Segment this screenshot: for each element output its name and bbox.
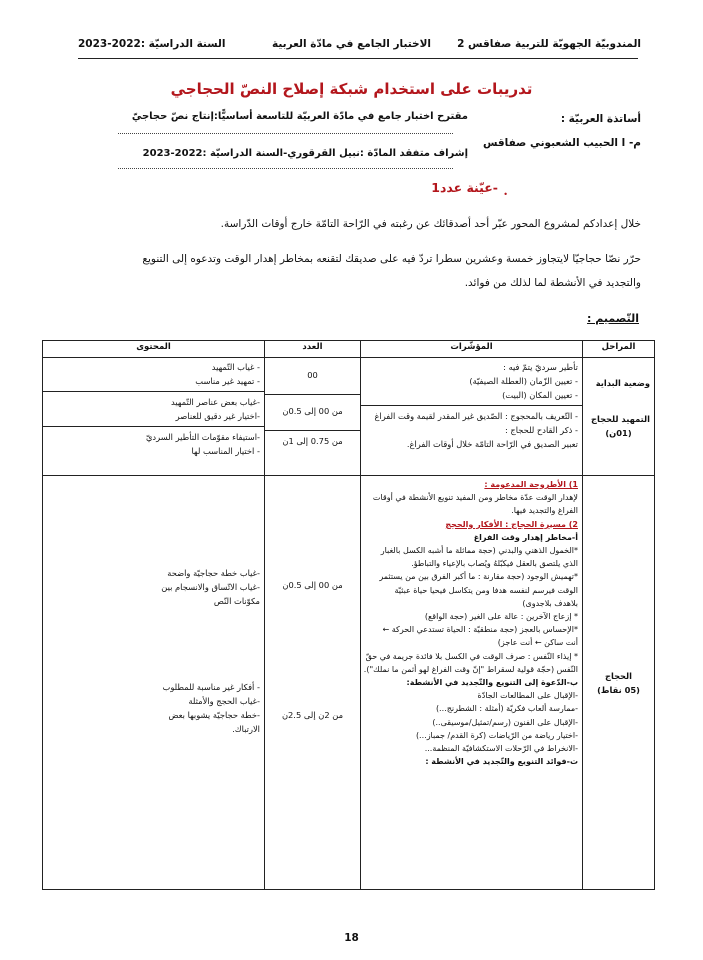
thesis-heading: 1) الأطروحة المدعومة : [484,480,578,489]
list-item: الارتباك. [232,724,260,734]
section-a-heading: أ-مخاطر إهدار وقت الفراغ [473,532,578,542]
list-item: -اختيار غير دقيق للعناصر [175,411,260,421]
teachers-label: أساتذة العربيّة : [560,113,641,125]
list-item: -الانخراط في الرّحلات الاستكشافيّة المنظمة... [424,744,578,754]
list-item: * إيذاء النّفس : صرف الوقت في الكسل بلا فائدة جريمة في حقّ [365,651,578,661]
page-number: 18 [344,932,359,944]
header-directorate: المندوبيّة الجهويّة للتربية صفاقس 2 [457,38,641,50]
design-label: التّصميم : [587,312,639,325]
list-item: تأطير سرديّ يتمّ فيه : [503,362,578,372]
indicators-argument-cell [361,476,583,890]
list-item: -غياب الاتّساق والانسجام بين [161,582,260,592]
header-content: المحتوى [43,341,265,358]
indicators-intro-cell [361,358,583,476]
stage-argument-points: (05 نقاط) [597,684,640,695]
list-item: - غياب التّمهيد [211,362,260,372]
score-intro-1: 00 [307,370,318,380]
supervision-line: إشراف متفقد المادّة :نبيل القرقوري-السنة الدراسيّة :2022-2023 [142,148,468,159]
list-item: - ذكر القادح للحجاج : [504,425,578,435]
score-argument-2: من 2ن إلى 2.5ن [281,710,344,720]
stage-opening: وضعية البداية [595,378,650,388]
list-item: - اختيار المناسب لها [191,446,260,456]
list-item: - تمهيد غير مناسب [195,376,260,386]
supervision-underline [118,168,453,169]
list-item: - أفكار غير مناسبة للمطلوب [162,682,260,692]
stages-intro-cell [583,358,655,476]
content-argument-cell [43,476,265,890]
assessment-grid [42,340,655,890]
list-item: *تهميش الوجود (حجة مقارنة : ما أكبر الفرق بين من يستثمر [379,572,578,582]
stage-preamble-points: (01ن) [605,428,632,438]
list-item: الوقت فيرسم لنفسه هدفا ومن يتكاسل فيحيا حياة عبثيّة [394,585,578,595]
header-stages: المراحل [583,341,655,358]
score-argument-cell [265,476,361,890]
sample-label: -عيّنة عدد1 [431,180,498,195]
proposal-line: مقترح اختبار جامع في مادّة العربيّة للتاسعة أساسيًّا:إنتاج نصّ حجاجيّ [131,111,468,122]
section-b-heading: ب-الدّعوة إلى التنويع والتّجديد في الأنشطة: [406,678,578,688]
stage-preamble: التمهيد للحجاج [590,414,650,424]
page-title: تدريبات على استخدام شبكة إصلاح النصّ الحجاجي [170,80,533,98]
table-row-argument [43,476,655,890]
list-item: الفراغ والتجديد فيها. [511,506,578,516]
list-item: -الإقبال على الفنون (رسم/تمثيل/موسيقى..) [432,717,578,727]
stages-argument-cell [583,476,655,890]
prompt-task-line1: حرّر نصّا حجاجيّا لايتجاوز خمسة وعشرين سطرا تردّ فيه على صديقك لتقنعه بمخاطر إهدار الوقت وتدعوه إلى التنويع [142,253,641,265]
list-item: -غياب خطة حجاجيّة واضحة [167,568,260,578]
header-indicators: المؤشّرات [361,341,583,358]
list-item: أنت ساكن ← أنت عاجز) [497,638,578,648]
stage-argument: الحجاج [604,670,632,681]
list-item: -ممارسة ألعاب فكريّة (أمثلة : الشطرنج...) [435,704,578,714]
list-item: -استيفاء مقوّمات التأطير السرديّ [145,432,260,442]
proposal-underline [118,133,453,134]
list-item: مكوّنات النّص [213,596,260,606]
list-item: - تعيين المكان (البيت) [502,390,578,400]
teacher-name: م- ا الحبيب الشعبوني صفاقس [482,137,641,149]
list-item: بلاهدف بلاجدوى) [522,598,578,608]
score-intro-3: من 0.75 إلى 1ن [282,436,343,446]
score-intro-2: من 00 إلى 0.5ن [282,406,343,416]
section-c-heading: ت-فوائد التنويع والتّجديد في الأنشطة : [425,757,578,767]
list-item: -الإقبال على المطالعات الجادّة [477,691,578,701]
list-item: النّفس (حجّة قولية لسقراط "إنّ وقت الفراغ لهو أثمن ما نملك"). [363,664,578,674]
list-item: -خطة حجاجيّة يشوبها بعض [168,710,260,720]
list-item: -غياب الحجج والأمثلة [188,696,260,706]
table-row-intro [43,358,655,476]
header-exam-title: الاختبار الجامع في مادّة العربية [271,38,432,50]
header-score: العدد [265,341,361,358]
header-divider [78,58,638,59]
list-item: -اختيار رياضة من الرّياضات (كرة القدم/ جمباز...) [415,730,578,740]
content-intro-cell [43,358,265,476]
list-item: - التّعريف بالمحجوج : الصّديق غير المقدر لقيمة وقت الفراغ [374,411,578,421]
list-item: - تعيين الزّمان (العطلة الصيفيّة) [469,376,578,386]
score-argument-1: من 00 إلى 0.5ن [282,580,343,590]
grid-header-row [43,341,655,358]
prompt-context: خلال إعدادكم لمشروع المحور عبّر أحد أصدقائك عن رغبته في الرّاحة التامّة خارج أوقات الدّراسة. [220,218,641,230]
list-item: *الخمول الذهني والبدني (حجة مماثلة ما أشبه الكسل بالغبار [380,546,578,556]
list-item: * إزعاج الآخرين : عالة على الغير (حجة الواقع) [424,612,578,622]
list-item: تعبير الصديق في الرّاحة التامّة خلال أوقات الفراغ. [406,439,578,449]
list-item: -غياب بعض عناصر التّمهيد [171,397,260,407]
flow-heading: 2) مسيرة الحجاج : الأفكار والحجج [445,519,578,529]
header-school-year: السنة الدراسيّة :2022-2023 [78,38,226,50]
prompt-task-line2: والتجديد في الأنشطة لما لذلك من فوائد. [464,277,641,289]
score-intro-cell [265,358,361,476]
bullet-mark: • [503,190,508,199]
list-item: *الإحساس بالعجز (حجة منطقيّة : الحياة تستدعي الحركة ← [382,625,578,635]
list-item: لإهدار الوقت عدّة مخاطر ومن المفيد تنويع الأنشطة في أوقات [372,493,578,503]
list-item: الذي يلتصق بالعقل فيكبّلهُ ويُصاب بالإعياء والتباطؤ. [411,559,578,569]
